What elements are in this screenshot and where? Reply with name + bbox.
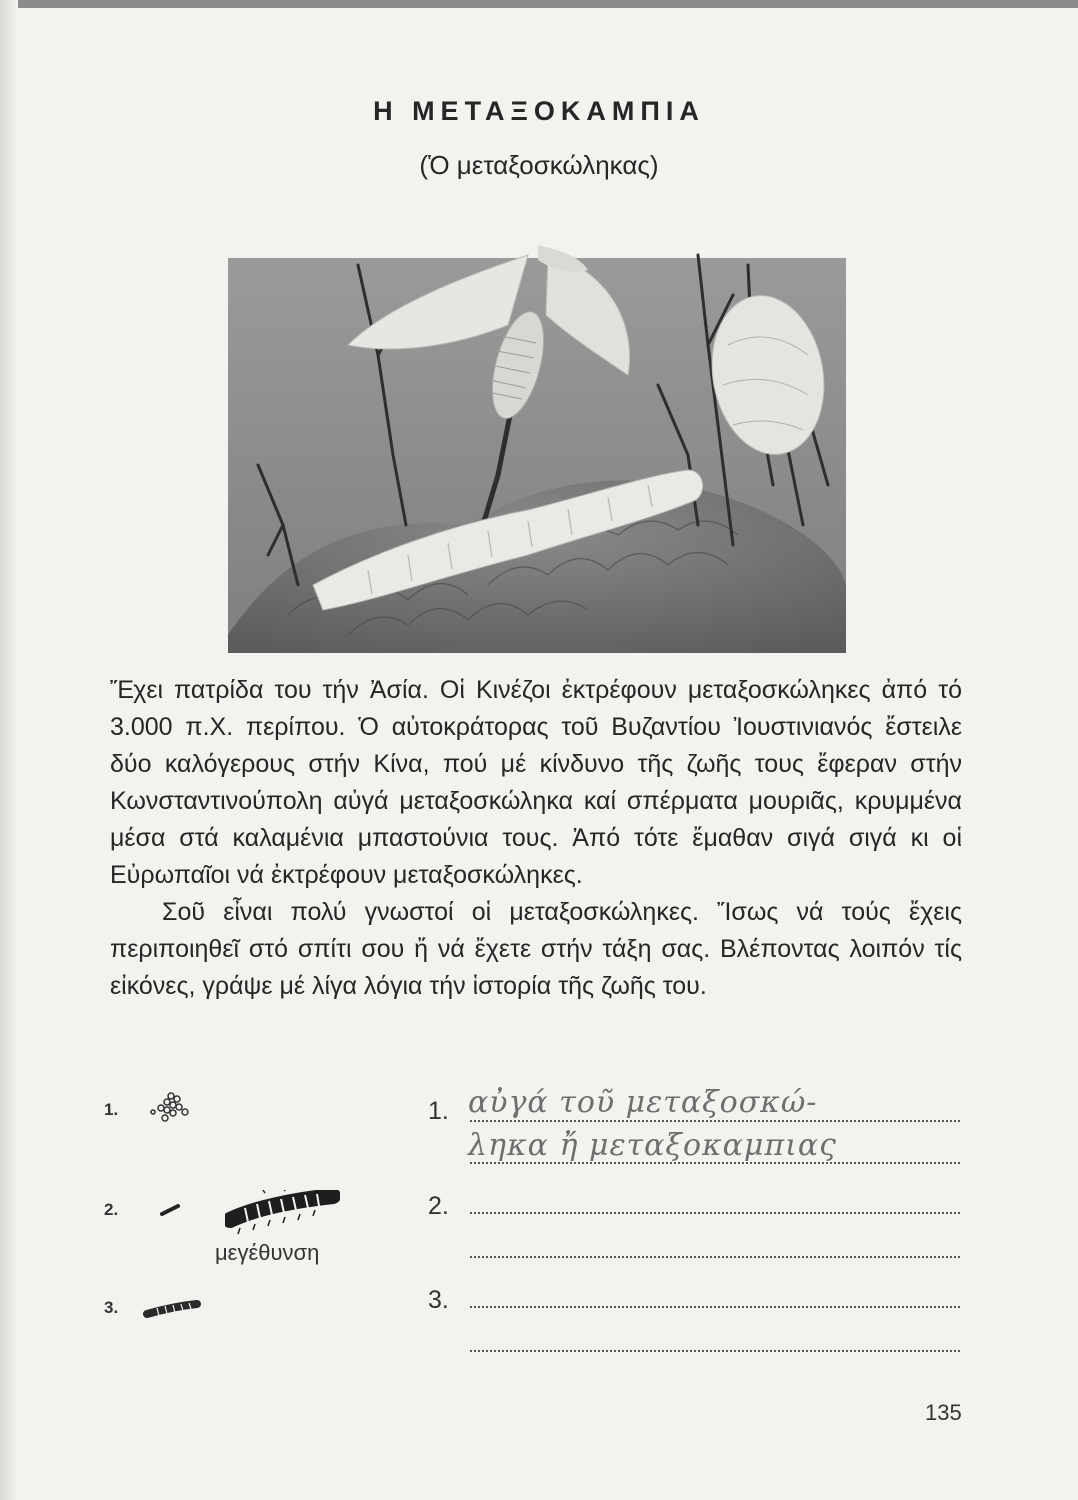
answer-label-3: 3. xyxy=(428,1286,449,1314)
silkworm-illustration xyxy=(228,225,846,653)
body-text xyxy=(110,672,962,1005)
page-number: 135 xyxy=(925,1400,962,1425)
page-top-edge xyxy=(0,0,1078,8)
answer-1-handwriting-2: ληκα ἤ μεταξοκαμπιας xyxy=(468,1128,837,1163)
answer-3-line-2[interactable] xyxy=(470,1350,960,1352)
paragraph-instructions: Σοῦ εἶναι πολύ γνωστοί οἱ μεταξοσκώληκες. Ἴσως νά τούς ἔχεις περιποιηθεῖ στό σπίτι σου ἤ νά ἔχετε στήν τάξη σας. Βλέποντας λοιπόν τίς εἰκόνες, γράψε μέ λίγα λόγια τήν ἱστορία τῆς ζωῆς του. xyxy=(110,898,962,1000)
page-title: Η ΜΕΤΑΞΟΚΑΜΠΙΑ xyxy=(373,96,705,126)
egg-cluster-icon xyxy=(145,1088,190,1128)
picture-label-2: 2. xyxy=(104,1200,119,1219)
page-subtitle: (Ὁ μεταξοσκώληκας) xyxy=(419,150,659,180)
answer-3-line-1[interactable] xyxy=(470,1306,960,1308)
tiny-larva-icon xyxy=(160,1204,180,1216)
page-binding-shade xyxy=(0,0,18,1500)
paragraph-history: Ἔχει πατρίδα του τήν Ἀσία. Οἱ Κινέζοι ἐκτρέφουν μεταξοσκώληκες ἀπό τό 3.000 π.Χ. περίπου. Ὁ αὐτοκράτορας τοῦ Βυζαντίου Ἰουστινιανός ἔστειλε δύο καλόγερους στήν Κίνα, πού μέ κίνδυνο τῆς ζωῆς τους ἔφεραν στήν Κωνσταντινούπολη αὐγά μεταξοσκώληκα καί σπέρματα μουριᾶς, κρυμμένα μέσα στά καλαμένια μπαστούνια τους. Ἀπό τότε ἔμαθαν σιγά σιγά κι οἱ Εὐρωπαῖοι νά ἐκτρέφουν μεταξοσκώληκες. xyxy=(110,676,962,889)
answer-2-line-2[interactable] xyxy=(470,1256,960,1258)
picture-label-3: 3. xyxy=(104,1298,119,1317)
answer-1-handwriting-1: αὐγά τοῦ μεταξοσκώ- xyxy=(468,1085,818,1120)
magnified-caterpillar-icon xyxy=(225,1190,340,1235)
answer-label-1: 1. xyxy=(428,1097,449,1125)
caterpillar-icon xyxy=(143,1296,203,1320)
answer-1-line-1[interactable] xyxy=(470,1120,960,1122)
answer-2-line-1[interactable] xyxy=(470,1212,960,1214)
magnification-caption: μεγέθυνση xyxy=(215,1240,320,1265)
picture-label-1: 1. xyxy=(104,1100,119,1119)
answer-label-2: 2. xyxy=(428,1192,449,1220)
